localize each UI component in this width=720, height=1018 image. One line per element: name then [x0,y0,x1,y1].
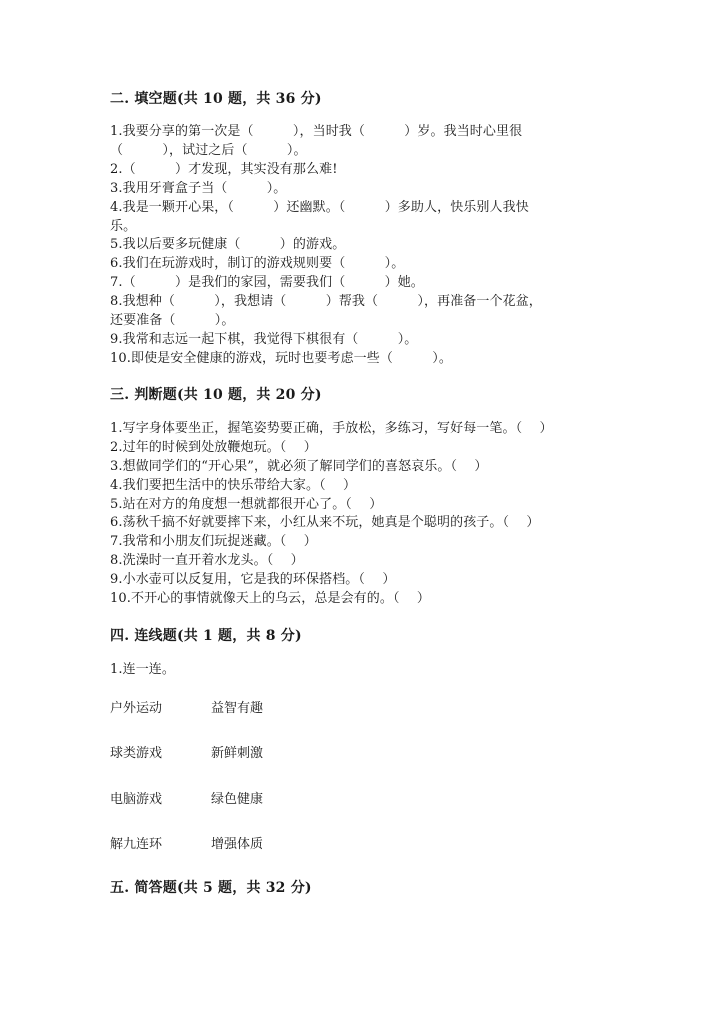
match-right-item: 益智有趣 [211,701,264,716]
section-title-short-answer: 五. 简答题(共 5 题，共 32 分) [110,880,312,896]
match-left-item: 电脑游戏 [110,792,163,807]
section-title-matching: 四. 连线题(共 1 题，共 8 分) [110,628,302,644]
match-right-item: 增强体质 [211,837,264,852]
match-left-item: 户外运动 [110,701,163,716]
question-line: 9.我常和志远一起下棋，我觉得下棋很有（ ）。 [110,332,418,347]
question-line: 7.（ ）是我们的家园，需要我们（ ）她。 [110,275,424,290]
question-line: 10.不开心的事情就像天上的乌云，总是会有的。（ ） [110,591,431,606]
section-title-fill-blank: 二. 填空题(共 10 题，共 36 分) [110,91,322,107]
question-line: 1.我要分享的第一次是（ ），当时我（ ）岁。我当时心里很 [110,124,523,139]
question-line: 7.我常和小朋友们玩捉迷藏。（ ） [110,534,317,549]
question-line: 9.小水壶可以反复用，它是我的环保搭档。（ ） [110,572,396,587]
match-right-item: 新鲜刺激 [211,746,264,761]
question-line: 6.我们在玩游戏时，制订的游戏规则要（ ）。 [110,256,405,271]
question-line: 8.我想种（ ），我想请（ ）帮我（ ），再准备一个花盆， [110,294,542,309]
question-line: 3.我用牙膏盒子当（ ）。 [110,181,287,196]
question-line: 1.连一连。 [110,662,176,677]
question-line: 8.洗澡时一直开着水龙头。（ ） [110,553,304,568]
question-line: 4.我们要把生活中的快乐带给大家。（ ） [110,478,357,493]
question-line: （ ），试过之后（ ）。 [110,143,307,158]
question-line: 6.荡秋千搞不好就要摔下来，小红从来不玩，她真是个聪明的孩子。（ ） [110,515,540,530]
question-line: 10.即使是安全健康的游戏，玩时也要考虑一些（ ）。 [110,351,452,366]
question-line: 4.我是一颗开心果，（ ）还幽默。（ ）多助人，快乐别人我快 [110,200,529,215]
question-line: 还要准备（ ）。 [110,313,235,328]
question-line: 5.我以后要多玩健康（ ）的游戏。 [110,237,346,252]
match-left-item: 球类游戏 [110,746,163,761]
question-line: 1.写字身体要坐正，握笔姿势要正确，手放松，多练习，写好每一笔。（ ） [110,421,553,436]
question-line: 3.想做同学们的“开心果”，就必须了解同学们的喜怒哀乐。（ ） [110,459,488,474]
match-left-item: 解九连环 [110,837,163,852]
match-right-item: 绿色健康 [211,792,264,807]
question-line: 2.（ ）才发现，其实没有那么难! [110,162,338,177]
question-line: 2.过年的时候到处放鞭炮玩。（ ） [110,440,317,455]
section-title-true-false: 三. 判断题(共 10 题，共 20 分) [110,387,322,403]
question-line: 乐。 [110,219,137,234]
question-line: 5.站在对方的角度想一想就都很开心了。（ ） [110,497,383,512]
